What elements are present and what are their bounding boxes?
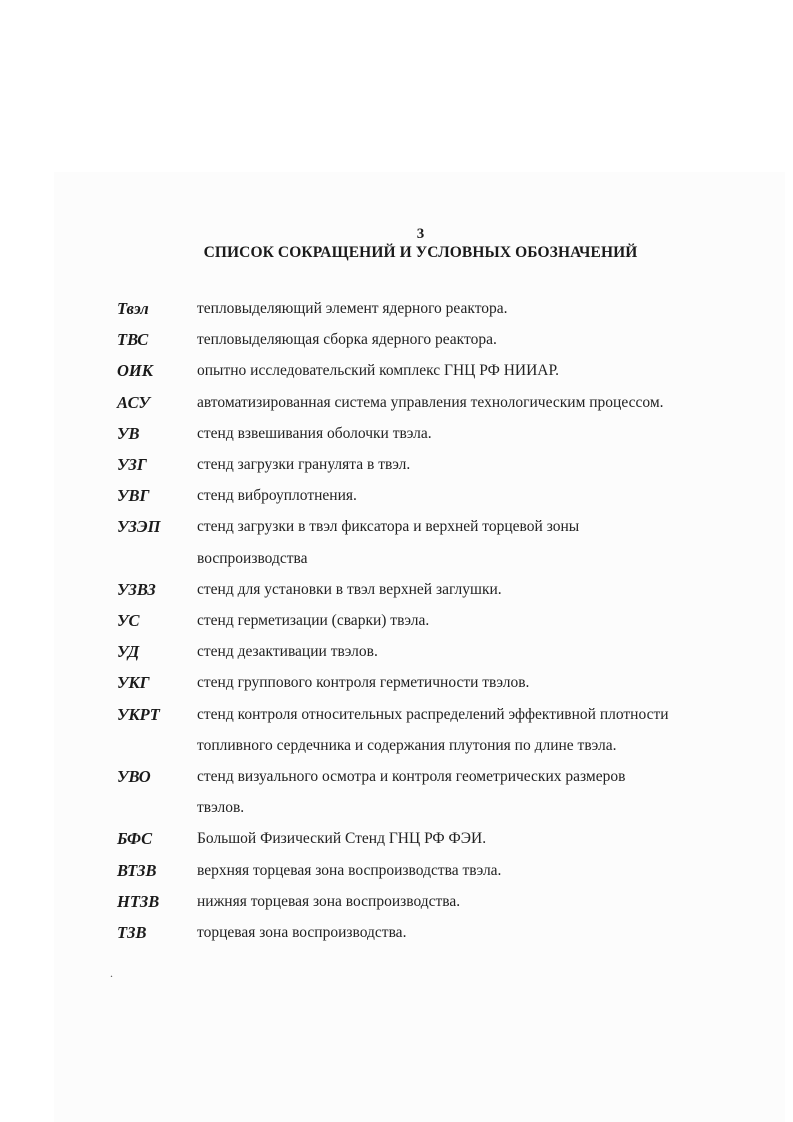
abbreviation-definition: стенд виброуплотнения. — [197, 487, 357, 505]
abbreviation-definition: тепловыделяющая сборка ядерного реактора. — [197, 331, 497, 349]
abbreviation-term: ТЗВ — [117, 923, 147, 942]
abbreviation-definition: автоматизированная система управления технологическим процессом. — [197, 393, 664, 411]
abbreviation-term: УВО — [117, 767, 151, 786]
abbreviation-term: УЗВЗ — [117, 579, 156, 599]
abbreviation-definition: стенд взвешивания оболочки твэла. — [197, 424, 432, 442]
abbreviation-term: УС — [117, 611, 140, 630]
abbreviation-definition: стенд для установки в твэл верхней заглушки. — [197, 580, 502, 598]
abbreviation-term: УВ — [117, 423, 140, 443]
abbreviation-term: Твэл — [117, 299, 149, 318]
page-title: СПИСОК СОКРАЩЕНИЙ И УСЛОВНЫХ ОБОЗНАЧЕНИЙ — [203, 244, 638, 261]
abbreviation-definition: торцевая зона воспроизводства. — [197, 924, 407, 941]
abbreviation-definition: Большой Физический Стенд ГНЦ РФ ФЭИ. — [197, 830, 487, 848]
abbreviation-term: ВТЗВ — [117, 860, 157, 880]
abbreviation-definition: нижняя торцевая зона воспроизводства. — [197, 892, 461, 910]
abbreviation-term: УВГ — [117, 486, 150, 506]
abbreviation-definition: опытно исследовательский комплекс ГНЦ РФ НИИАР. — [197, 362, 560, 380]
abbreviation-term: ОИК — [117, 361, 153, 381]
abbreviation-term: УКГ — [117, 673, 150, 693]
abbreviation-definition-continued: твэлов. — [197, 799, 245, 817]
abbreviation-definition-continued: топливного сердечника и содержания плутония по длине твэла. — [197, 736, 617, 754]
abbreviation-definition: стенд дезактивации твэлов. — [197, 643, 378, 661]
page-number: 3 — [416, 226, 425, 242]
abbreviation-definition: стенд группового контроля герметичности твэлов. — [197, 674, 530, 692]
abbreviation-definition: тепловыделяющий элемент ядерного реактора. — [197, 300, 508, 317]
abbreviation-definition: стенд контроля относительных распределений эффективной плотности — [197, 705, 669, 723]
abbreviation-definition: стенд загрузки гранулята в твэл. — [197, 456, 411, 473]
abbreviation-term: НТЗВ — [117, 891, 160, 911]
abbreviation-term: БФС — [117, 829, 153, 849]
abbreviation-term: АСУ — [117, 392, 150, 412]
abbreviation-term: УЗГ — [117, 455, 147, 474]
abbreviation-term: УЗЭП — [117, 517, 161, 537]
abbreviation-term: УКРТ — [117, 704, 160, 724]
abbreviation-definition-continued: воспроизводства — [197, 549, 308, 567]
stray-mark: . — [110, 966, 113, 980]
abbreviation-definition: верхняя торцевая зона воспроизводства твэла. — [197, 861, 502, 879]
abbreviation-definition: стенд визуального осмотра и контроля геометрических размеров — [197, 768, 626, 785]
abbreviation-term: ТВС — [117, 330, 149, 350]
abbreviation-term: УД — [117, 642, 140, 662]
abbreviation-definition: стенд герметизации (сварки) твэла. — [197, 612, 430, 629]
abbreviation-definition: стенд загрузки в твэл фиксатора и верхней торцевой зоны — [197, 518, 580, 536]
